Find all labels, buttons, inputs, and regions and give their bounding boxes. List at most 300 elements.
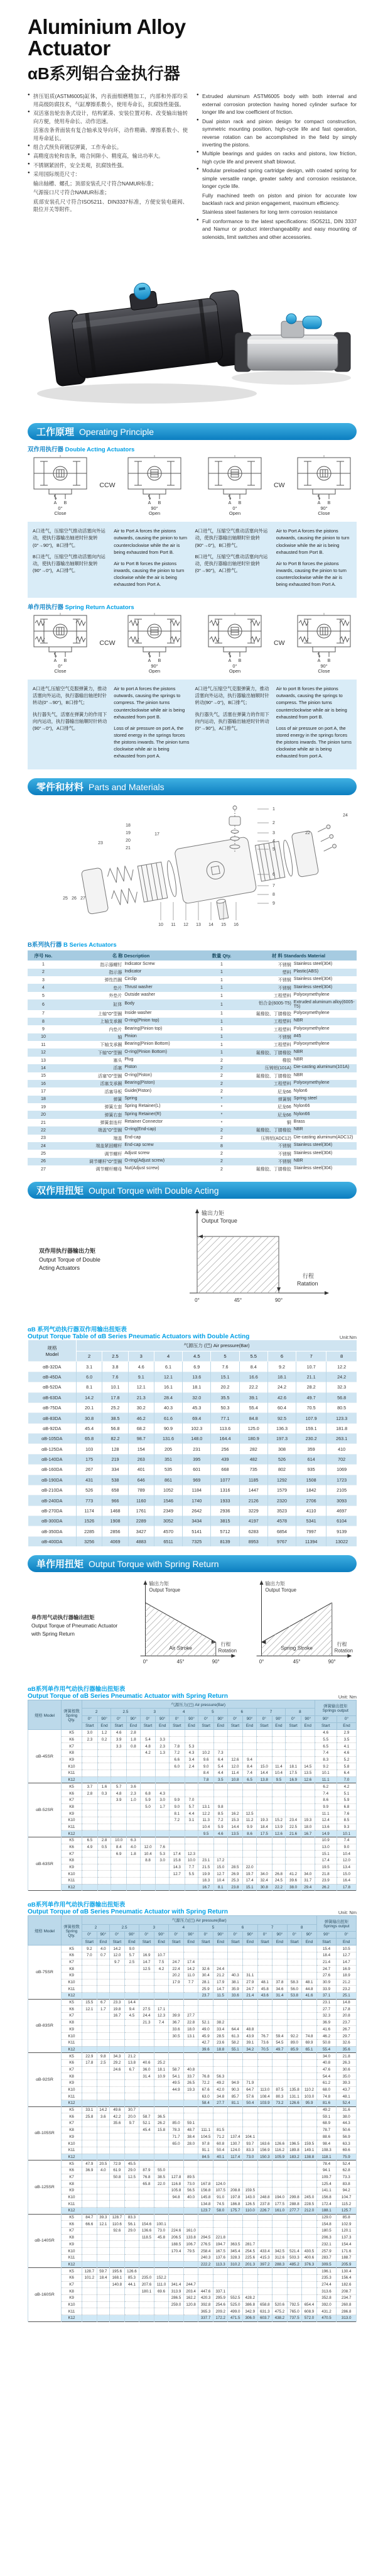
torque-cell: 12.4 bbox=[315, 1817, 337, 1824]
torque-cell: 28.4 bbox=[154, 1392, 182, 1402]
torque-cell bbox=[272, 2214, 288, 2221]
part-callout-number: 8 bbox=[272, 893, 275, 898]
torque-cell: 12.6 bbox=[227, 1756, 243, 1763]
parts-row bbox=[28, 1072, 357, 1080]
torque-cell: 13.6 bbox=[183, 1372, 211, 1382]
part-no: 9 bbox=[42, 1027, 45, 1032]
torque-cell bbox=[127, 1830, 141, 1837]
torque-cell bbox=[287, 2187, 302, 2194]
torque-cell bbox=[97, 1986, 110, 1993]
torque-cell bbox=[287, 2160, 302, 2167]
startend-header: End bbox=[154, 1939, 169, 1946]
torque-cell: 1.2 bbox=[97, 1729, 111, 1736]
pressure-value-header: 6 bbox=[228, 1924, 257, 1931]
torque-cell: 6.5 bbox=[82, 1837, 98, 1844]
torque-cell: 64.7 bbox=[243, 2086, 258, 2093]
torque-cell bbox=[124, 2073, 139, 2080]
svg-text:90°: 90° bbox=[274, 1297, 283, 1304]
torque-cell bbox=[302, 2013, 317, 2020]
torque-cell: 94.2 bbox=[337, 2187, 357, 2194]
part-name-cn: 外垫片 bbox=[109, 994, 122, 999]
torque-cell: 2320 bbox=[267, 1495, 296, 1505]
torque-cell: 75.9 bbox=[337, 2154, 357, 2160]
pressure-value-header: 6 bbox=[227, 1709, 256, 1715]
torque-cell bbox=[272, 1750, 286, 1757]
torque-cell bbox=[243, 1729, 257, 1736]
torque-cell: 34.0 bbox=[256, 1871, 272, 1878]
torque-cell bbox=[124, 2033, 139, 2040]
torque-cell: 47.9 bbox=[82, 2160, 97, 2167]
spring-qty-cell: K11 bbox=[62, 1770, 82, 1777]
torque-cell bbox=[243, 1783, 257, 1790]
torque-cell bbox=[257, 1952, 272, 1959]
torque-cell bbox=[302, 2059, 317, 2066]
sublabel-en: B Series Actuators bbox=[63, 942, 117, 949]
torque-cell bbox=[127, 1776, 141, 1783]
part-name bbox=[59, 1072, 203, 1080]
parts-row bbox=[28, 976, 357, 984]
torque-cell bbox=[302, 2181, 317, 2188]
torque-cell bbox=[198, 2221, 213, 2228]
torque-cell: 102.3 bbox=[183, 1423, 211, 1433]
feature-item: ● Extruded aluminum ASTM6005 body with both internal and external corrosion protection having honed cylinder surface for longer life and low coefficient of friction. bbox=[197, 92, 357, 116]
torque-cell: 17.8 bbox=[82, 2059, 97, 2066]
torque-cell: 23.1 bbox=[316, 1999, 337, 2006]
double-acting-torque-chart bbox=[28, 1204, 357, 1316]
deg-header: 0° bbox=[169, 1715, 185, 1722]
torque-cell: 439 bbox=[211, 1454, 239, 1464]
torque-cell: 17.8 bbox=[337, 1884, 356, 1891]
model-cell: αB-32DA bbox=[43, 1363, 62, 1370]
torque-cell bbox=[198, 1844, 214, 1851]
spring-qty-cell: K8 bbox=[62, 2288, 82, 2295]
svg-text:行程: 行程 bbox=[337, 1641, 347, 1648]
torque-cell bbox=[243, 2127, 258, 2133]
torque-cell bbox=[183, 1986, 198, 1993]
torque-cell: 277.7 bbox=[287, 2208, 302, 2215]
photo-shadow bbox=[37, 383, 257, 404]
torque-cell bbox=[154, 2201, 169, 2208]
spring-qty-cell: K10 bbox=[62, 2248, 82, 2255]
torque-cell bbox=[185, 1729, 198, 1736]
torque-cell bbox=[243, 1790, 257, 1797]
torque-cell: 235.3 bbox=[316, 2274, 337, 2281]
startend-header: Start bbox=[257, 1939, 272, 1946]
svg-text:90°: 90° bbox=[151, 663, 158, 669]
spring-return-sublabel bbox=[28, 602, 357, 611]
torque-cell bbox=[287, 2073, 302, 2080]
torque-cell: 110.2 bbox=[302, 2086, 317, 2093]
torque-cell: 108.4 bbox=[257, 2093, 272, 2100]
torque-cell bbox=[214, 1837, 228, 1844]
torque-cell: 328.3 bbox=[228, 2254, 243, 2261]
torque-cell: 4.3 bbox=[156, 1790, 170, 1797]
torque-cell: 15.3 bbox=[227, 1817, 243, 1824]
torque-cell bbox=[302, 2133, 317, 2140]
torque-cell bbox=[256, 1750, 272, 1757]
torque-cell: 288.3 bbox=[272, 2261, 288, 2268]
column-header: 材 料 Standards Material bbox=[240, 950, 357, 960]
torque-cell bbox=[272, 2228, 288, 2235]
spring-qty-cell: K6 bbox=[62, 2221, 82, 2228]
torque-cell: 6.7 bbox=[97, 1999, 110, 2006]
torque-cell: 59.1 bbox=[316, 2113, 337, 2120]
torque-cell: 94.8 bbox=[169, 2194, 184, 2201]
spring-qty-cell: K11 bbox=[62, 2308, 82, 2315]
torque-cell bbox=[110, 2315, 125, 2322]
torque-cell: 1546 bbox=[154, 1495, 182, 1505]
model-cell: αB-350DA bbox=[41, 1528, 63, 1534]
torque-cell bbox=[214, 1743, 228, 1750]
torque-cell bbox=[156, 1817, 170, 1824]
photo-shadow-2 bbox=[232, 371, 351, 385]
torque-cell: 3.6 bbox=[97, 2113, 110, 2120]
torque-cell bbox=[82, 1959, 97, 1966]
torque-cell: 76.8 bbox=[198, 2073, 213, 2080]
startend-header: Start bbox=[316, 1939, 337, 1946]
torque-cell: 0.2 bbox=[97, 1736, 111, 1743]
torque-cell: 6511 bbox=[154, 1536, 182, 1546]
torque-cell bbox=[198, 2053, 213, 2060]
torque-cell: 30.6 bbox=[337, 2066, 357, 2073]
torque-cell bbox=[256, 1729, 272, 1736]
sr-torque-row bbox=[28, 2315, 357, 2322]
torque-cell bbox=[97, 2181, 110, 2188]
spring-qty-cell: K5 bbox=[62, 2053, 82, 2060]
torque-cell: 50.3 bbox=[211, 1402, 239, 1412]
model-cell: αB-63SR bbox=[28, 1837, 62, 1891]
torque-cell bbox=[97, 2154, 110, 2160]
section-title-en: Parts and Materials bbox=[89, 781, 165, 792]
torque-cell: 34.0 bbox=[316, 2053, 337, 2060]
torque-cell: 263.1 bbox=[326, 1434, 357, 1444]
torque-cell bbox=[124, 2026, 139, 2033]
torque-cell: 97.8 bbox=[198, 2140, 213, 2147]
torque-cell bbox=[183, 2039, 198, 2046]
parts-row bbox=[28, 1096, 357, 1103]
part-material-cn: 氟橡胶、丁腈橡胶 bbox=[256, 1074, 291, 1079]
parts-row bbox=[28, 969, 357, 976]
sr-torque-row bbox=[28, 2046, 357, 2053]
pressure-header: 气源压力 (巴) Air pressure(Bar) bbox=[77, 1340, 357, 1351]
torque-cell bbox=[257, 2167, 272, 2174]
startend-header: End bbox=[97, 1722, 111, 1729]
sr-torque-row bbox=[28, 1817, 357, 1824]
part-material-cn: 尼龙66 bbox=[277, 1113, 291, 1118]
torque-cell: 93.7 bbox=[243, 2140, 258, 2147]
torque-cell bbox=[287, 2120, 302, 2127]
torque-cell bbox=[286, 1756, 301, 1763]
torque-cell: 18.0 bbox=[183, 2026, 198, 2033]
torque-row bbox=[28, 1536, 357, 1546]
torque-cell: 10.4 bbox=[198, 1824, 214, 1830]
torque-cell: 3.0 bbox=[156, 1797, 170, 1803]
svg-text:Close: Close bbox=[318, 510, 330, 516]
spring-qty-cell: K6 bbox=[62, 2167, 82, 2174]
torque-cell bbox=[111, 1871, 127, 1878]
torque-cell bbox=[82, 1993, 97, 2000]
torque-cell bbox=[272, 1803, 286, 1810]
torque-cell bbox=[198, 1797, 214, 1803]
torque-cell bbox=[272, 1851, 286, 1858]
torque-cell bbox=[169, 2113, 184, 2120]
column-header: 名 称 Description bbox=[59, 950, 203, 960]
part-qty: 2 bbox=[220, 1058, 223, 1063]
torque-cell bbox=[154, 2053, 169, 2060]
torque-cell: 6.8 bbox=[337, 1803, 356, 1810]
torque-cell: 92.5 bbox=[267, 1413, 296, 1423]
torque-cell: 9.6 bbox=[198, 1756, 214, 1763]
torque-cell bbox=[287, 2026, 302, 2033]
table-row bbox=[28, 1700, 357, 1709]
torque-cell bbox=[257, 2268, 272, 2275]
torque-cell bbox=[154, 2154, 169, 2160]
torque-cell bbox=[127, 1810, 141, 1817]
torque-cell: 240.3 bbox=[198, 2254, 213, 2261]
torque-cell: 61.3 bbox=[228, 2033, 243, 2040]
torque-cell bbox=[97, 1803, 111, 1810]
torque-cell bbox=[183, 2315, 198, 2322]
torque-cell bbox=[111, 1830, 127, 1837]
torque-cell: 294.5 bbox=[198, 2234, 213, 2241]
part-name-en: O-ring(End-cap) bbox=[124, 1127, 156, 1132]
torque-cell: 5712 bbox=[211, 1526, 239, 1536]
part-no: 21 bbox=[41, 1120, 46, 1125]
torque-cell bbox=[156, 1824, 170, 1830]
torque-cell bbox=[97, 2254, 110, 2261]
torque-cell: 35.9 bbox=[228, 1986, 243, 1993]
torque-cell: 7.2 bbox=[214, 1817, 228, 1824]
svg-text:B: B bbox=[238, 659, 241, 664]
spring-qty-cell: K7 bbox=[62, 2066, 82, 2073]
torque-cell bbox=[287, 1959, 302, 1966]
model-cell: αB-400DA bbox=[28, 1536, 77, 1546]
sr-torque-row bbox=[28, 1797, 357, 1803]
torque-cell bbox=[257, 2059, 272, 2066]
torque-cell bbox=[82, 2147, 97, 2154]
torque-cell bbox=[82, 1871, 98, 1878]
torque-cell: 33.4 bbox=[213, 2026, 228, 2033]
pressure-value-header: 2 bbox=[82, 1924, 110, 1931]
da-table-title bbox=[28, 1324, 357, 1340]
torque-cell bbox=[156, 1763, 170, 1770]
description-paragraph: 执行器失气，活塞在弹簧力的作用下向内运动，执行器输出轴逆时针转动(0°→90°)，A口排气。 bbox=[195, 711, 269, 731]
torque-cell: 3.3 bbox=[111, 1743, 127, 1750]
sr-torque-row bbox=[28, 1756, 357, 1763]
sr-torque-row bbox=[28, 2308, 357, 2315]
torque-cell bbox=[82, 2288, 97, 2295]
torque-cell bbox=[272, 2241, 288, 2248]
torque-cell bbox=[110, 2046, 125, 2053]
torque-cell bbox=[183, 2201, 198, 2208]
torque-cell: 41.2 bbox=[286, 1871, 301, 1878]
torque-cell bbox=[140, 1817, 156, 1824]
torque-cell: 85.9 bbox=[287, 2046, 302, 2053]
startend-header: End bbox=[127, 1722, 141, 1729]
torque-cell: 499.0 bbox=[228, 2308, 243, 2315]
torque-cell: 9.7 bbox=[110, 1959, 125, 1966]
deg-header: 0° bbox=[82, 1931, 97, 1938]
deg-header: 90° bbox=[302, 1931, 317, 1938]
torque-cell bbox=[213, 2167, 228, 2174]
torque-cell: 56.3 bbox=[213, 2073, 228, 2080]
torque-cell bbox=[124, 1972, 139, 1979]
torque-cell bbox=[198, 2013, 213, 2020]
spring-qty-cell: K10 bbox=[62, 1979, 82, 1986]
torque-cell: 286.5 bbox=[169, 2294, 184, 2301]
torque-cell bbox=[183, 1946, 198, 1952]
torque-cell: 0.7 bbox=[97, 1952, 110, 1959]
torque-cell: 10.4 bbox=[140, 1851, 156, 1858]
part-material-cn: 氟橡胶、丁腈橡胶 bbox=[256, 1050, 291, 1055]
torque-cell: 208.7 bbox=[337, 2288, 357, 2295]
part-material-en: Die-casting aluminum(101A) bbox=[293, 1065, 350, 1070]
svg-text:行程: 行程 bbox=[220, 1641, 231, 1648]
part-name bbox=[59, 1142, 203, 1150]
torque-cell: 470.5 bbox=[316, 2315, 337, 2322]
model-cell: αB-92SR bbox=[28, 2053, 62, 2107]
torque-cell bbox=[272, 1810, 286, 1817]
description-paragraph: Loss of air pressure on port A, the stored energy in the springs forces the pistons inwards. The pinion turns clockwise while air is being exhausted from port A. bbox=[276, 725, 352, 759]
torque-cell bbox=[110, 2241, 125, 2248]
torque-cell: 1.8 bbox=[127, 1736, 141, 1743]
torque-cell bbox=[198, 2268, 213, 2275]
torque-cell: 11394 bbox=[296, 1536, 326, 1546]
description-paragraph: B口进气，压缩空气推动活塞向内运动，使执行器输出轴顺时针旋转(90°→0°)，A口排气。 bbox=[33, 553, 105, 573]
torque-cell bbox=[154, 2160, 169, 2167]
parts-row bbox=[28, 984, 357, 991]
parts-row bbox=[28, 1158, 357, 1165]
torque-cell bbox=[82, 1979, 97, 1986]
torque-cell: 225.6 bbox=[243, 2254, 258, 2261]
torque-cell: 6.5 bbox=[315, 1743, 337, 1750]
torque-cell: 11.3 bbox=[198, 1817, 214, 1824]
torque-cell: 737.5 bbox=[287, 2315, 302, 2322]
torque-cell: 735 bbox=[239, 1465, 267, 1475]
model-header-en: Model bbox=[45, 1351, 59, 1357]
torque-cell bbox=[183, 2100, 198, 2107]
torque-cell: 92.6 bbox=[110, 2228, 125, 2235]
torque-cell bbox=[97, 1979, 110, 1986]
part-material-en: NBR bbox=[293, 1018, 303, 1023]
torque-cell: 5.4 bbox=[140, 1736, 156, 1743]
torque-cell: 65.8 bbox=[139, 2181, 154, 2188]
torque-cell: 84.8 bbox=[239, 1413, 267, 1423]
torque-cell bbox=[272, 2006, 288, 2013]
torque-cell bbox=[198, 2228, 213, 2235]
torque-cell: 19.5 bbox=[315, 1864, 337, 1871]
da-chart-caption-cn: 双作用执行器输出力矩 bbox=[39, 1248, 96, 1255]
svg-text:B: B bbox=[327, 501, 331, 506]
part-name bbox=[59, 1087, 203, 1095]
torque-cell bbox=[156, 1770, 170, 1777]
torque-cell bbox=[169, 1878, 185, 1885]
torque-cell: 42.0 bbox=[213, 2086, 228, 2093]
torque-cell bbox=[287, 2079, 302, 2086]
torque-cell bbox=[272, 2221, 288, 2228]
torque-cell: 26.3 bbox=[337, 2059, 357, 2066]
torque-cell: 40.8 bbox=[316, 2059, 337, 2066]
description-paragraph: Air to Port A forces the pistons outwards, causing the pinion to turn counterclockwise while the air is being exhausted from Port B. bbox=[114, 528, 187, 555]
torque-cell bbox=[97, 2147, 110, 2154]
torque-cell: 13.5 bbox=[301, 1770, 315, 1777]
torque-cell: 111.0 bbox=[154, 2281, 169, 2288]
torque-cell: 154.6 bbox=[139, 2221, 154, 2228]
sr-torque-row bbox=[28, 1776, 357, 1783]
torque-cell bbox=[154, 2261, 169, 2268]
torque-cell: 2.3 bbox=[156, 1743, 170, 1750]
torque-cell: 2.8 bbox=[97, 1837, 111, 1844]
torque-cell: 34.8 bbox=[213, 2093, 228, 2100]
torque-cell bbox=[154, 2214, 169, 2221]
torque-cell bbox=[97, 2281, 110, 2288]
parts-row bbox=[28, 1150, 357, 1157]
torque-cell: 20.5 bbox=[97, 2160, 110, 2167]
torque-cell: 131.6 bbox=[154, 1434, 182, 1444]
startend-header: End bbox=[183, 1939, 198, 1946]
sr-torque-row bbox=[28, 2301, 357, 2308]
deg-header: 90° bbox=[315, 1715, 337, 1722]
part-qty: 1 bbox=[220, 1011, 223, 1016]
torque-cell bbox=[169, 1999, 184, 2006]
torque-cell: 9.1 bbox=[128, 1372, 154, 1382]
torque-cell: 104.1 bbox=[243, 2133, 258, 2140]
torque-cell: 631.3 bbox=[257, 2308, 272, 2315]
torque-cell: 66.6 bbox=[82, 2221, 97, 2228]
torque-cell bbox=[272, 2127, 288, 2133]
part-callout-number: 20 bbox=[126, 839, 131, 844]
da-table-title-en: Output Torque Table of αB Series Pneumatic Actuators with Double Acting bbox=[28, 1333, 250, 1341]
torque-cell bbox=[127, 1750, 141, 1757]
torque-cell bbox=[301, 1797, 315, 1803]
torque-cell bbox=[227, 1797, 243, 1803]
spring-return-torque-charts bbox=[28, 1576, 357, 1675]
torque-cell: 232.1 bbox=[316, 2241, 337, 2248]
torque-cell bbox=[257, 2006, 272, 2013]
torque-cell: 27.7 bbox=[183, 2013, 198, 2020]
part-no: 19 bbox=[41, 1104, 46, 1109]
part-material bbox=[240, 1103, 357, 1111]
pressure-value-header: 2.5 bbox=[111, 1709, 140, 1715]
da-chart-caption-en1: Output Torque of Double bbox=[39, 1256, 100, 1263]
torque-cell: 127.8 bbox=[169, 2174, 184, 2181]
torque-cell bbox=[110, 2288, 125, 2295]
torque-cell: 7.2 bbox=[169, 1817, 185, 1824]
torque-cell bbox=[82, 1743, 98, 1750]
startend-header: End bbox=[337, 1939, 357, 1946]
part-qty: * bbox=[203, 1096, 240, 1103]
torque-cell: 78.7 bbox=[316, 2127, 337, 2133]
part-material-en: Stainless steel(304) bbox=[293, 961, 333, 966]
torque-cell: 8139 bbox=[211, 1536, 239, 1546]
torque-cell: 8.5 bbox=[214, 1810, 228, 1817]
torque-cell: 4.5 bbox=[124, 2013, 139, 2020]
torque-cell bbox=[272, 2281, 288, 2288]
torque-cell bbox=[140, 1783, 156, 1790]
torque-cell: 7997 bbox=[296, 1526, 326, 1536]
torque-cell: 124.0 bbox=[213, 2181, 228, 2188]
torque-row bbox=[28, 1516, 357, 1526]
column-header: 数量 Qty. bbox=[203, 950, 240, 960]
spring-qty-cell: K5 bbox=[62, 1783, 82, 1790]
torque-cell: 30.7 bbox=[124, 2106, 139, 2113]
feature-item: 输出轴槽、螺孔；顶部安装孔尺寸符合NAMUR标准； bbox=[33, 180, 157, 187]
torque-cell: 78.3 bbox=[169, 2127, 184, 2133]
torque-cell: 9.5 bbox=[272, 1776, 286, 1783]
torque-cell bbox=[198, 1729, 214, 1736]
torque-cell bbox=[214, 1783, 228, 1790]
torque-cell: 6.9 bbox=[183, 1362, 211, 1372]
